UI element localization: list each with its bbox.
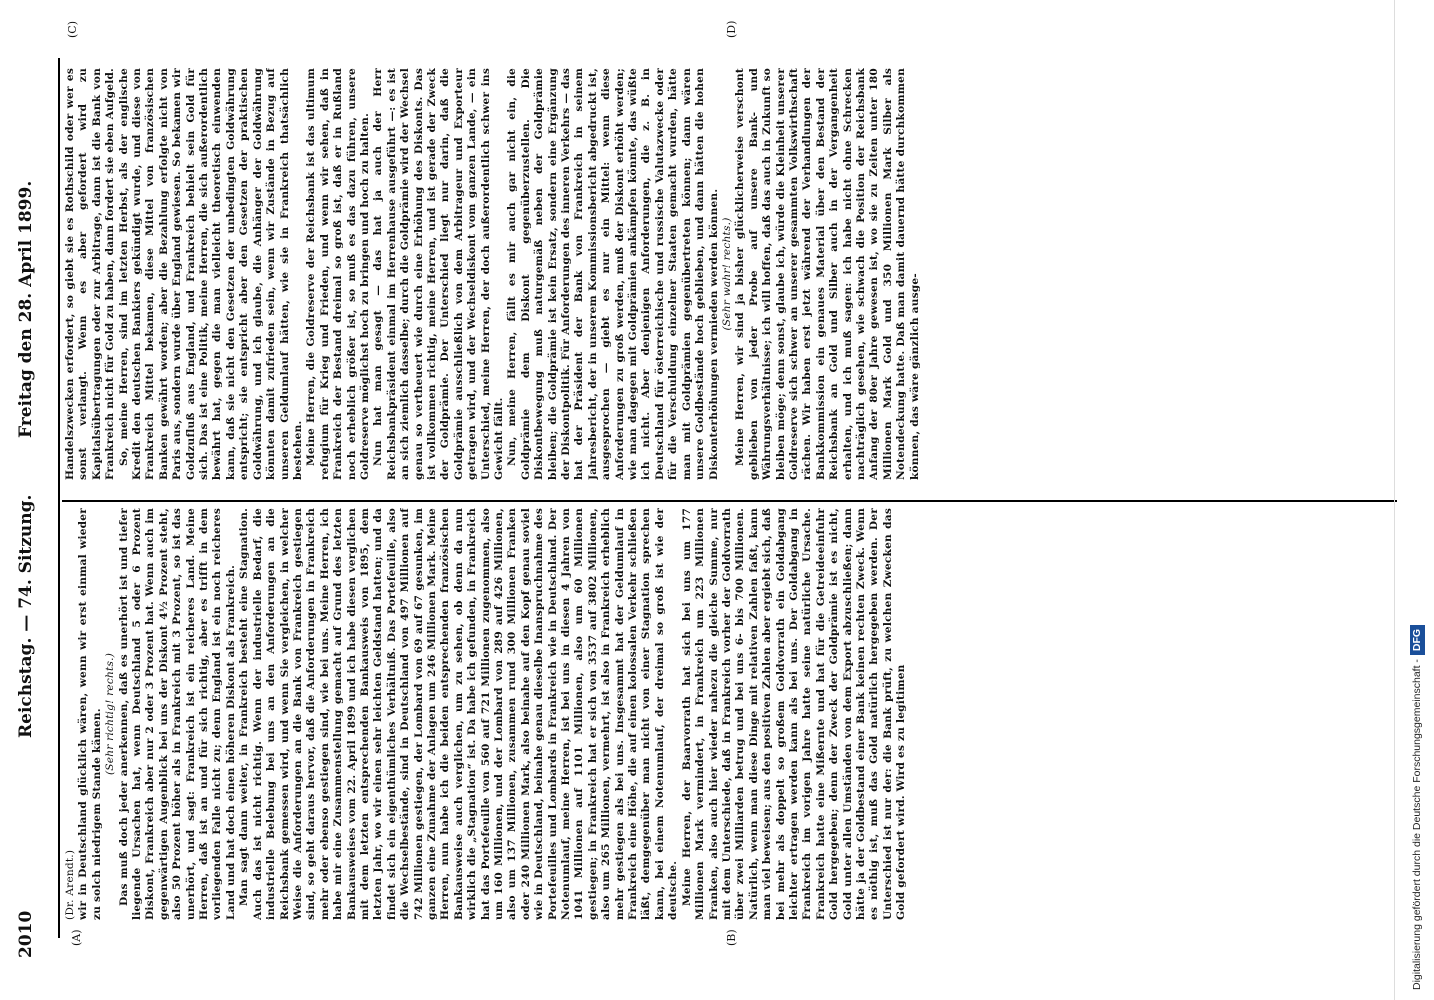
margin-marker-b: (B) [725,929,738,946]
session-date: Freitag den 28. April 1899. [16,180,36,438]
dfg-badge: DFG [1410,625,1425,655]
interjection: (Sehr wahr! rechts.) [720,217,733,331]
digitization-credit [1400,0,1434,1000]
paragraph: Nun, meine Herren, fällt es mir auch gar nicht ein, die Goldprämie dem Diskont gegenüberzustellen. Die Diskontbewegung muß naturgemäß neben der Goldprämie bleiben; die Goldprämie ist kein Ersatz, sondern eine Ergänzung der Diskontpolitik. Für Anforderungen des inneren Verkehrs — das hat der Präsident der Bank von Frankreich in seinem Jahresbericht, der in unserem Kommissionsbericht abgedruckt ist, ausgesprochen — giebt es nur ein Mittel: wenn diese Anforderungen zu groß werden, muß der Diskont erhöht werden; wie man dagegen mit Goldprämien ankämpfen könnte, das wüßte ich nicht. Aber denjenigen Anforderungen, die z. B. in Deutschland für österreichische und russische Valutazwecke oder für die Verschuldung einzelner Staaten gemacht wurden, hätte man mit Goldprämien gegenübertreten können; dann wären unsere Goldbestände hoch geblieben, und dann hätten die hohen Diskonterhöhungen vermieden werden können. [506,68,720,480]
paragraph: Das muß doch jeder anerkennen, daß es unerhört ist und tiefer liegende Ursachen hat, wenn Deutschland 5 oder 6 Prozent Diskont, Frankreich aber nur 2 oder 3 Prozent hat. Wenn auch im gegenwärtigen Augenblick bei uns der Diskont 4½ Prozent steht, also 50 Prozent höher als in Frankreich mit 3 Prozent, so ist das unerhört, und sagt: Frankreich ist ein reicheres Land. Meine Herren, daß ist an und für sich richtig, aber es trifft in dem vorliegenden Falle nicht zu; denn England ist ein noch reicheres Land und hat doch einen höheren Diskont als Frankreich. [117,508,237,920]
margin-marker-c: (C) [66,21,79,38]
paragraph: So, meine Herren, sind im letzten Herbst, als der englische Kredit den deutschen Bankiers gekündigt wurde, und diese von Frankreich Mittel bekamen, diese Mittel von französischen Banken gewährt worden; aber die Bezahlung erfolgte nicht von Paris aus, sondern wurde über England gewiesen. So bekamen wir Goldzufluß aus England, und Frankreich behielt sein Gold für sich. Das ist eine Politik, meine Herren, die sich außerordentlich bewährt hat, gegen die man vielleicht theoretisch einwenden kann, daß sie nicht den Gesetzen der unbedingten Goldwährung entspricht; sie entspricht aber den Gesetzen der praktischen Goldwährung, und ich glaube, die Anhänger der Goldwährung könnten damit zufrieden sein, wenn wir Zustände in Bezug auf unseren Geldumlauf hätten, wie sie in Frankreich thatsächlich bestehen. [117,68,304,480]
paragraph: Meine Herren, die Goldreserve der Reichsbank ist das ultimum refugium für Krieg und Frieden, und wenn wir sehen, daß in Frankreich der Bestand dreimal so groß ist, daß er in Rußland noch erheblich größer ist, so muß es das dazu führen, unsere Goldreserve möglichst hoch zu bringen und hoch zu halten. [305,68,371,480]
paragraph: Meine Herren, der Baarvorrath hat sich bei uns um 177 Millionen Mark vermindert, in Frankreich um 223 Millionen Franken, also auch hier wieder nahezu die gleiche Summe, nur mit dem Unterschiede, daß in Frankreich vorher der Goldvorrath über zwei Milliarden betrug und bei uns 6- bis 700 Millionen. Natürlich, wenn man diese Dinge mit relativen Zahlen faßt, kann man viel beweisen; aus den positiven Zahlen aber ergiebt sich, daß bei mehr als doppelt so großem Goldvorrath ein Goldabgang leichter ertragen werden kann als bei uns. Der Goldabgang in Frankreich im vorigen Jahre hatte seine natürliche Ursache. Frankreich hatte eine Mißernte und hat für die Getreideeinfuhr Gold hergegeben; denn der Zweck der Goldprämie ist es nicht, Gold unter allen Umständen von dem Export abzuschließen; dann hätte ja der Goldbestand einer Bank keinen rechten Zweck. Wenn es nöthig ist, muß das Gold natürlich hergegeben werden. Der Unterschied ist nur der: die Bank prüft, zu welchen Zwecken das Gold gefordert wird. Wird es zu legitimen [680,508,908,920]
scan-edge [1394,0,1395,1000]
left-column [64,508,1394,920]
session-title: Reichstag. — 74. Sitzung. [16,494,36,738]
speaker-label: (Dr. Arendt.) [64,849,76,920]
paragraph: wir in Deutschland glücklich wären, wenn wir erst einmal wieder zu solch niedrigem Stande kämen. [77,508,103,920]
margin-marker-a: (A) [70,929,83,946]
margin-marker-d: (D) [725,20,738,38]
column-divider [62,500,1397,502]
header-rule [58,58,60,938]
credit-text: Digitalisierung gefördert durch die Deutsche Forschungsgemeinschaft - [1411,659,1423,990]
page-number: 2010 [16,910,36,958]
page-header [10,38,40,958]
paragraph: Handelszwecken erfordert, so giebt sie es Rothschild oder wer es sonst verlangt. Wenn es aber gefordert wird zu Kapitalsübertragungen oder zur Arbitrage, dann ist die Bank von Frankreich nicht für Gold zu haben, dann fordert sie eben Aufgeld. [64,68,117,480]
interjection: (Sehr richtig! rechts.) [104,652,117,776]
paragraph: Nun hat man gesagt — das hat ja auch der Herr Reichsbankpräsident einmal im Herrenhause ausgeführt —: es ist an sich ziemlich dasselbe; durch die Goldprämie wird der Wechsel genau so vertheuert wie durch eine Erhöhung des Diskonts. Das ist vollkommen richtig, meine Herren, und ist gerade der Zweck der Goldprämie. Der Unterschied liegt nur darin, daß die Goldprämie ausschließlich von dem Arbitrageur und Exporteur getragen wird, und der Wechseldiskont vom ganzen Lande, — ein Unterschied, meine Herren, der doch außerordentlich schwer ins Gewicht fällt. [372,68,505,480]
right-column [64,68,1394,480]
paragraph: Man sagt dann weiter, in Frankreich besteht eine Stagnation. Auch das ist nicht richtig. Wenn der industrielle Bedarf, die industrielle Belebung bei uns an den Anforderungen an die Reichsbank gemessen wird, und wenn Sie vergleichen, in welcher Weise die Anforderungen an die Bank von Frankreich gestiegen sind, so geht daraus hervor, daß die Anforderungen in Frankreich mehr oder ebenso gestiegen sind, wie bei uns. Meine Herren, ich habe mir eine Zusammenstellung gemacht auf Grund des letzten Bankausweises vom 22. April 1899 und ich habe diesen verglichen mit dem letzten entsprechenden Bankausweis von 1895, dem letzten Jahr, wo wir einen sehr leichten Geldstand hatten; und da findet sich ein eigenthümliches Verhältniß. Das Portefeuille, also die Wechselbestände, sind in Deutschland von 497 Millionen auf 742 Millionen gestiegen, der Lombard von 69 auf 67 gesunken, im ganzen eine Zunahme der Anlagen um 246 Millionen Mark. Meine Herren, nun habe ich die beiden entsprechenden französischen Bankausweise auch verglichen, um zu sehen, ob denn da nun wirklich die „Stagnation“ ist. Da habe ich gefunden, in Frankreich hat das Portefeuille von 560 auf 721 Millionen zugenommen, also um 160 Millionen, und der Lombard von 289 auf 426 Millionen, also um 137 Millionen, zusammen rund 300 Millionen Franken oder 240 Millionen Mark, also beinahe auf den Kopf genau soviel wie in Deutschland, beinahe genau dieselbe Inanspruchnahme des Portefeuilles und Lombards in Frankreich wie in Deutschland. Der Notenumlauf, meine Herren, ist bei uns in diesen 4 Jahren von 1041 Millionen auf 1101 Millionen, also um 60 Millionen gestiegen; in Frankreich hat er sich von 3537 auf 3802 Millionen, also um 265 Millionen, vermehrt, ist also in Frankreich erheblich mehr gestiegen als bei uns. Insgesammt hat der Geldumlauf in Frankreich eine Höhe, die auf einen kolossalen Verkehr schließen läßt, demgegenüber man nicht von einer Stagnation sprechen kann, bei einem Notenumlauf, der dreimal so groß ist wie der deutsche. [238,508,680,920]
paragraph: Meine Herren, wir sind ja bisher glücklicherweise verschont geblieben von jeder Probe auf unsere Bank- und Währungsverhältnisse; ich will hoffen, daß das auch in Zukunft so bleiben möge; denn sonst, glaube ich, würde die Kleinheit unserer Goldreserve sich schwer an unserer gesammten Volkswirthschaft rächen. Wir haben erst jetzt während der Verhandlungen der Bankkommission ein genaues Material über den Bestand der Reichsbank an Gold und Silber auch in der Vergangenheit erhalten, und ich muß sagen: ich habe nicht ohne Schrecken nachträglich gesehen, wie schwach die Position der Reichsbank Anfang der 80er Jahre gewesen ist, wo sie zu Zeiten unter 180 Millionen Mark Gold und 350 Millionen Mark Silber als Notendeckung hatte. Daß man damit dauernd hätte durchkommen können, das wäre gänzlich ausge- [734,68,921,480]
